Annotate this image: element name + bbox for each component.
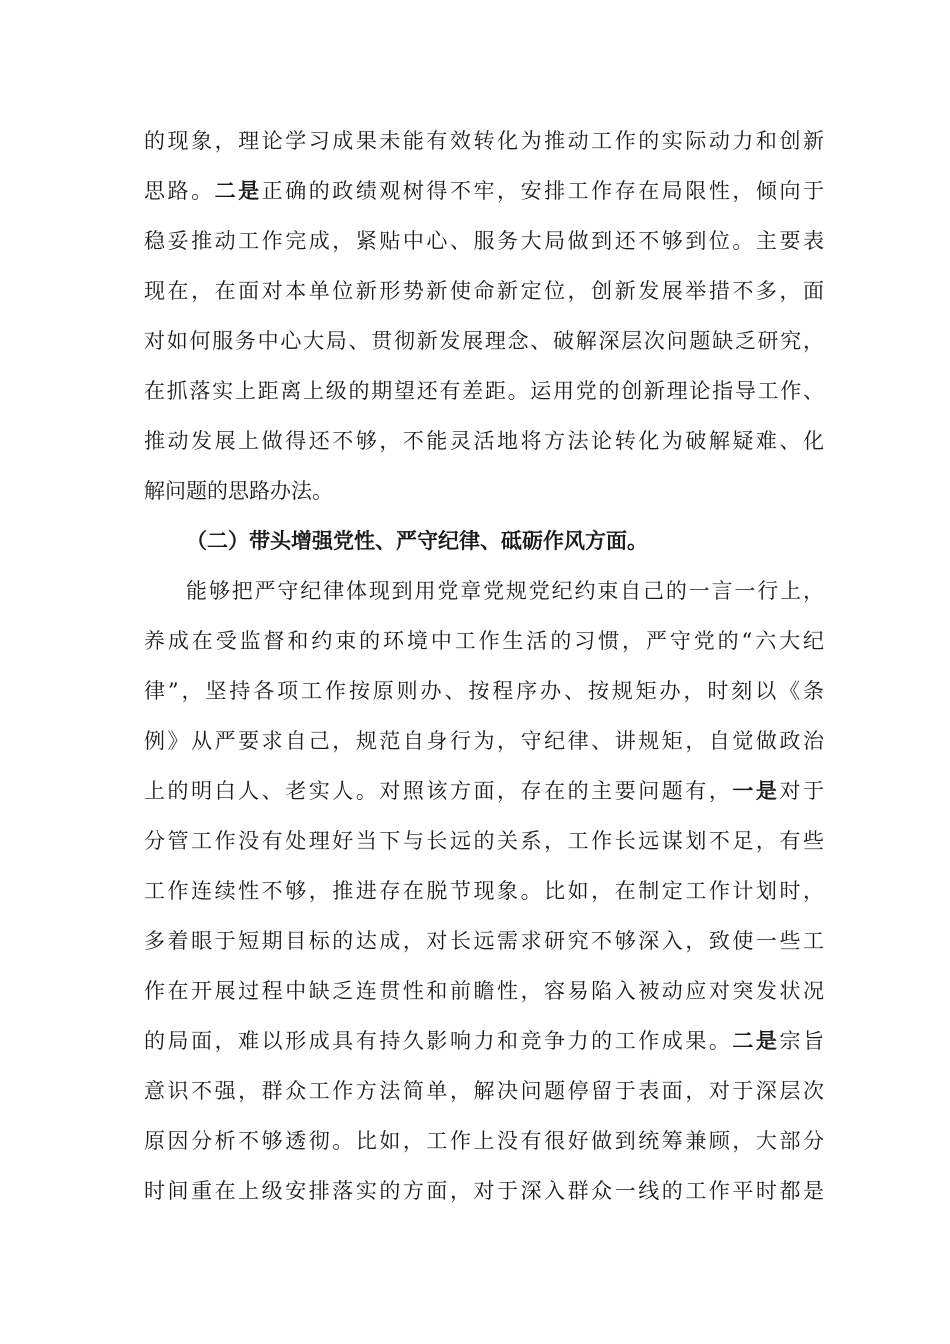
paragraph-line: 作在开展过程中缺乏连贯性和前瞻性，容易陷入被动应对突发状况 bbox=[144, 979, 824, 1003]
paragraph-line: 稳妥推动工作完成，紧贴中心、服务大局做到还不够到位。主要表 bbox=[144, 229, 824, 253]
paragraph-line: 在抓落实上距离上级的期望还有差距。运用党的创新理论指导工作、 bbox=[144, 379, 824, 403]
line-text: 的局面，难以形成具有持久影响力和竞争力的工作成果。 bbox=[144, 1029, 733, 1053]
line-text: 对于 bbox=[779, 779, 825, 803]
line-text: 上的明白人、老实人。对照该方面，存在的主要问题有， bbox=[144, 779, 733, 803]
line-text: 宗旨 bbox=[779, 1029, 825, 1053]
paragraph-line: 时间重在上级安排落实的方面，对于深入群众一线的工作平时都是 bbox=[144, 1179, 824, 1203]
paragraph-line: 原因分析不够透彻。比如，工作上没有很好做到统筹兼顾，大部分 bbox=[144, 1129, 824, 1153]
paragraph-line: 对如何服务中心大局、贯彻新发展理念、破解深层次问题缺乏研究， bbox=[144, 329, 824, 353]
document-page bbox=[144, 116, 824, 1216]
bold-marker: 一是 bbox=[732, 778, 780, 803]
section-heading: （二）带头增强党性、严守纪律、砥砺作风方面。 bbox=[186, 528, 648, 553]
paragraph-line: 例》从严要求自己，规范自身行为，守纪律、讲规矩，自觉做政治 bbox=[144, 729, 824, 753]
paragraph-line bbox=[144, 166, 824, 216]
paragraph-line: 分管工作没有处理好当下与长远的关系，工作长远谋划不足，有些 bbox=[144, 829, 824, 853]
paragraph-line: 多着眼于短期目标的达成，对长远需求研究不够深入，致使一些工 bbox=[144, 929, 824, 953]
line-text: 思路。 bbox=[144, 179, 215, 203]
paragraph-line: 律”，坚持各项工作按原则办、按程序办、按规矩办，时刻以《条 bbox=[144, 679, 824, 703]
bold-marker: 二是 bbox=[732, 1028, 780, 1053]
paragraph-line: 推动发展上做得还不够，不能灵活地将方法论转化为破解疑难、化 bbox=[144, 429, 824, 453]
paragraph-line: 解问题的思路办法。 bbox=[144, 479, 333, 503]
paragraph-line: 工作连续性不够，推进存在脱节现象。比如，在制定工作计划时， bbox=[144, 879, 824, 903]
paragraph-line: 养成在受监督和约束的环境中工作生活的习惯，严守党的“六大纪 bbox=[144, 629, 824, 653]
paragraph-line bbox=[144, 1016, 824, 1066]
bold-marker: 二是 bbox=[214, 178, 262, 203]
paragraph-line: 现在，在面对本单位新形势新使命新定位，创新发展举措不多，面 bbox=[144, 279, 824, 303]
paragraph-line bbox=[144, 766, 824, 816]
line-text: 正确的政绩观树得不牢，安排工作存在局限性，倾向于 bbox=[261, 179, 825, 203]
paragraph-line: 的现象，理论学习成果未能有效转化为推动工作的实际动力和创新 bbox=[144, 129, 824, 153]
paragraph-line: 意识不强，群众工作方法简单，解决问题停留于表面，对于深层次 bbox=[144, 1079, 824, 1103]
paragraph-line: 能够把严守纪律体现到用党章党规党纪约束自己的一言一行上， bbox=[186, 579, 824, 603]
